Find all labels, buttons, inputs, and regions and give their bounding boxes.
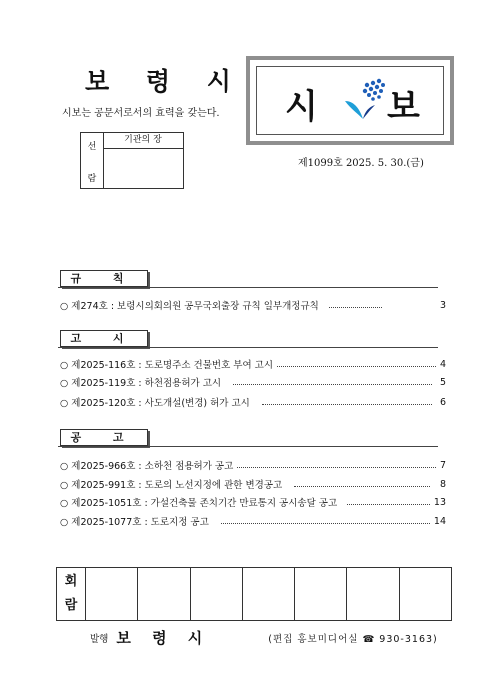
circulation-cell[interactable] [347, 568, 399, 621]
leader-dots [347, 504, 430, 505]
leader-dots [237, 467, 436, 468]
footer [90, 627, 438, 648]
toc-row[interactable] [60, 298, 446, 312]
circulation-cell[interactable] [295, 568, 347, 621]
toc-row-page: 4 [439, 358, 446, 370]
approval-header: 기관의 장 [103, 133, 183, 149]
leader-dots [277, 366, 436, 367]
circulation-cell[interactable] [242, 568, 294, 621]
city-name: 보 령 시 [85, 67, 245, 96]
toc-row-title: ○ 제2025-120호 : 사도개설(변경) 허가 고시 [60, 398, 250, 409]
toc-row[interactable] [60, 514, 446, 528]
logo-frame [256, 66, 444, 135]
circulation-cell[interactable] [399, 568, 451, 621]
section-divider [58, 446, 438, 447]
section-heading-notices: 고 시 [60, 330, 148, 347]
toc-row[interactable] [60, 458, 446, 472]
city-emblem-icon [343, 77, 385, 123]
section-heading-rules: 규 칙 [60, 270, 148, 287]
leader-dots [221, 523, 430, 524]
publisher-name: 보 령 시 [116, 629, 211, 647]
gazette-logo [246, 56, 454, 145]
approval-label-2: 람 [87, 174, 97, 184]
circulation-cell[interactable] [190, 568, 242, 621]
toc-row-title: ○ 제2025-119호 : 하천점용허가 고시 [60, 378, 222, 389]
circulation-label-top: 회 [64, 574, 78, 589]
toc-row[interactable] [60, 477, 446, 491]
toc-row[interactable] [60, 357, 446, 371]
toc-row-page: 3 [439, 299, 446, 311]
leader-dots [233, 384, 432, 385]
section-divider [58, 347, 438, 348]
publisher-label: 발행 [90, 633, 109, 645]
approval-label-column [81, 133, 104, 188]
toc-row-title: ○ 제2025-1077호 : 도로지정 공고 [60, 517, 209, 528]
toc-row-page: 8 [439, 478, 446, 490]
leader-dots [329, 307, 383, 308]
circulation-label-bottom: 람 [64, 598, 78, 613]
section-heading-announcements: 공 고 [60, 429, 148, 446]
circulation-cell[interactable] [138, 568, 190, 621]
logo-char-left: 시 [285, 87, 318, 127]
approval-label-1: 선 [87, 142, 97, 152]
circulation-label [57, 568, 86, 621]
toc-row-title: ○ 제274호 : 보령시의회의원 공무국외출장 규칙 일부개정규칙 [60, 301, 319, 312]
toc-row-page: 5 [439, 376, 446, 388]
circulation-cell[interactable] [86, 568, 138, 621]
toc-row-title: ○ 제2025-1051호 : 가설건축물 존치기간 만료통지 공시송달 공고 [60, 498, 338, 509]
section-divider [58, 287, 438, 288]
toc-row-title: ○ 제2025-116호 : 도로명주소 건물번호 부여 고시 [60, 360, 274, 371]
logo-char-right: 보 [387, 87, 420, 127]
editor-contact: (편집 홍보미디어실 ☎ 930-3163) [268, 633, 438, 645]
subtitle: 시보는 공문서로서의 효력을 갖는다. [62, 108, 220, 119]
toc-row[interactable] [60, 495, 446, 509]
toc-row[interactable] [60, 375, 446, 389]
toc-row-page: 7 [439, 459, 446, 471]
toc-row-page: 14 [433, 515, 446, 527]
toc-row-title: ○ 제2025-966호 : 소하천 점용허가 공고 [60, 461, 234, 472]
toc-row-page: 6 [439, 396, 446, 408]
toc-row[interactable] [60, 395, 446, 409]
approval-box [80, 132, 184, 189]
leader-dots [294, 486, 430, 487]
circulation-table [56, 567, 452, 621]
issue-number-date: 제1099호 2025. 5. 30.(금) [298, 158, 424, 169]
toc-row-title: ○ 제2025-991호 : 도로의 노선지정에 관한 변경공고 [60, 480, 283, 491]
toc-row-page: 13 [433, 496, 446, 508]
leader-dots [262, 404, 432, 405]
